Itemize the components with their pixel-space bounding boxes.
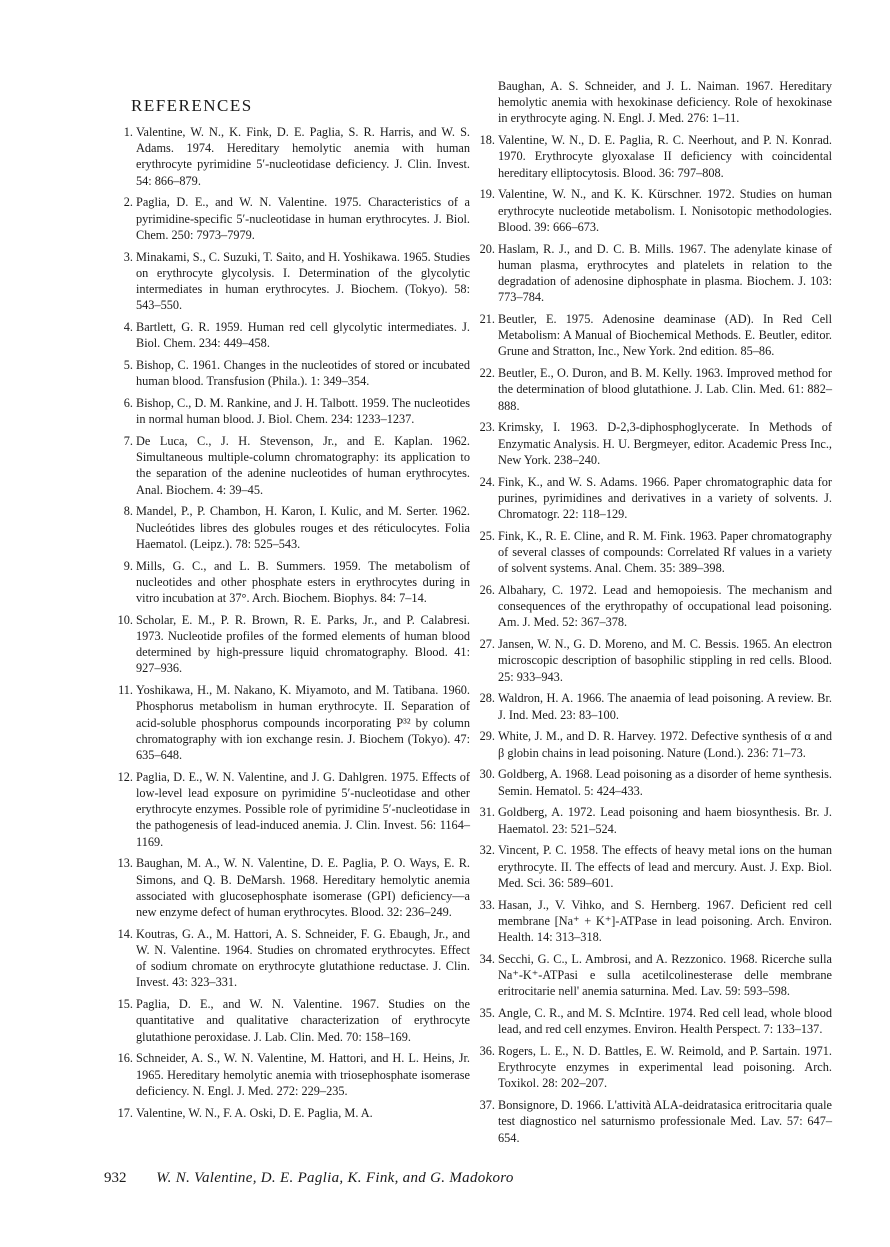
reference-item [476, 132, 832, 181]
reference-number: 36. [479, 1044, 495, 1059]
reference-number: 11. [118, 683, 133, 698]
reference-item [114, 855, 470, 920]
reference-number: 17. [117, 1105, 133, 1120]
reference-text: Yoshikawa, H., M. Nakano, K. Miyamoto, and M. Tatibana. 1960. Phosphorus metabolism in human erythrocyte. II. Separation of acid-soluble phosphorus compounds incorporating P³² by column chromatography with ion exchange resin. J. Biochem (Tokyo). 47: 635–648. [136, 683, 470, 763]
reference-item [476, 690, 832, 722]
reference-item [114, 1050, 470, 1099]
reference-number: 29. [479, 729, 495, 744]
reference-item [114, 996, 470, 1045]
reference-item [476, 804, 832, 836]
reference-text: Haslam, R. J., and D. C. B. Mills. 1967. The adenylate kinase of human plasma, erythrocytes and platelets in relation to the degradation of adenosine diphosphate in plasma. Biochem. J. 103: 773–784. [498, 241, 832, 305]
reference-text: Mandel, P., P. Chambon, H. Karon, I. Kulic, and M. Serter. 1962. Nucleótides libres des globules rouges et des réticulocytes. Folia Haematol. (Leipz.). 78: 525–543. [136, 504, 470, 551]
reference-number: 32. [479, 843, 495, 858]
reference-item [476, 365, 832, 414]
references-heading: REFERENCES [131, 96, 253, 115]
reference-text: Fink, K., R. E. Cline, and R. M. Fink. 1963. Paper chromatography of several classes of compounds: Correlated Rf values in a variety of solvent systems. Anal. Chem. 35: 389–398. [498, 528, 832, 576]
references-list-left [114, 124, 470, 1126]
reference-number: 33. [479, 897, 495, 912]
reference-text: De Luca, C., J. H. Stevenson, Jr., and E. Kaplan. 1962. Simultaneous multiple-column chromatography: its application to the separation of the adenine nucleotides of human erythrocytes. Anal. Biochem. 4: 39–45. [136, 434, 470, 497]
reference-item [114, 249, 470, 314]
reference-text: Beutler, E., O. Duron, and B. M. Kelly. 1963. Improved method for the determination of blood glutathione. J. Lab. Clin. Med. 61: 882–888. [498, 366, 832, 413]
reference-item [114, 194, 470, 243]
reference-text: Vincent, P. C. 1958. The effects of heavy metal ions on the human erythrocyte. II. The effects of lead and mercury. Aust. J. Exp. Biol. Med. Sci. 36: 589–601. [498, 843, 832, 890]
reference-number: 26. [479, 583, 495, 598]
reference-number: 9. [123, 558, 133, 573]
reference-number: 22. [479, 366, 495, 381]
reference-text: Bishop, C., D. M. Rankine, and J. H. Talbott. 1959. The nucleotides in normal human blood. J. Biol. Chem. 234: 1233–1237. [136, 396, 470, 427]
reference-item [476, 636, 832, 685]
reference-item [114, 682, 470, 763]
reference-item [114, 433, 470, 498]
reference-text: Bonsignore, D. 1966. L'attività ALA-deidratasica eritrocitaria quale test diagnostico nel saturnismo professionale Med. Lav. 57: 647–654. [498, 1098, 832, 1145]
reference-text: Krimsky, I. 1963. D-2,3-diphosphoglycerate. In Methods of Enzymatic Analysis. H. U. Bergmeyer, editor. Academic Press Inc., New York. 238–240. [498, 420, 832, 467]
reference-number: 18. [479, 133, 495, 148]
reference-number: 14. [117, 926, 133, 941]
reference-number: 7. [123, 434, 133, 449]
reference-item [114, 769, 470, 850]
reference-item [476, 582, 832, 631]
reference-number: 27. [479, 637, 495, 652]
reference-text: Schneider, A. S., W. N. Valentine, M. Hattori, and H. L. Heins, Jr. 1965. Hereditary hemolytic anemia with triosephosphate isomerase deficiency. N. Engl. J. Med. 272: 229–235. [136, 1051, 470, 1098]
reference-number: 4. [123, 320, 133, 335]
reference-number: 31. [479, 805, 495, 820]
reference-text: Baughan, A. S. Schneider, and J. L. Naiman. 1967. Hereditary hemolytic anemia with hexokinase deficiency. Role of hexokinase in erythrocyte aging. N. Engl. J. Med. 276: 1–11. [498, 79, 832, 126]
reference-text: Waldron, H. A. 1966. The anaemia of lead poisoning. A review. Br. J. Ind. Med. 23: 83–100. [498, 691, 832, 722]
reference-number: 1. [123, 125, 133, 139]
reference-text: White, J. M., and D. R. Harvey. 1972. Defective synthesis of α and β globin chains in lead poisoning. Nature (Lond.). 236: 71–73. [498, 729, 832, 760]
reference-item [114, 124, 470, 189]
reference-number: 16. [117, 1051, 133, 1066]
reference-text: Valentine, W. N., D. E. Paglia, R. C. Neerhout, and P. N. Konrad. 1970. Erythrocyte glyoxalase II deficiency with coincidental hereditary elliptocytosis. Blood. 36: 797–808. [498, 133, 832, 180]
reference-item [476, 311, 832, 360]
reference-item [476, 1043, 832, 1092]
reference-text: Paglia, D. E., and W. N. Valentine. 1967. Studies on the quantitative and qualitative characterization of erythrocyte glutathione peroxidase. J. Lab. Clin. Med. 70: 158–169. [136, 997, 470, 1044]
references-list-right [476, 78, 832, 1151]
reference-text: Paglia, D. E., and W. N. Valentine. 1975. Characteristics of a pyrimidine-specific 5′-nucleotidase in human erythrocytes. J. Biol. Chem. 250: 7973–7979. [136, 195, 470, 242]
reference-item [476, 1097, 832, 1146]
reference-text: Bishop, C. 1961. Changes in the nucleotides of stored or incubated human blood. Transfusion (Phila.). 1: 349–354. [136, 358, 470, 389]
reference-item [114, 357, 470, 389]
reference-text: Hasan, J., V. Vihko, and S. Hernberg. 1967. Deficient red cell membrane [Na⁺ + K⁺]-ATPase in lead poisoning. Arch. Environ. Health. 14: 313–318. [498, 897, 832, 945]
reference-item [114, 503, 470, 552]
reference-number: 30. [479, 767, 495, 782]
reference-text: Valentine, W. N., K. Fink, D. E. Paglia, S. R. Harris, and W. S. Adams. 1974. Hereditary hemolytic anemia with human erythrocyte pyrimidine 5′-nucleotidase deficiency. J. Clin. Invest. 54: 866–879. [136, 125, 470, 188]
reference-text: Bartlett, G. R. 1959. Human red cell glycolytic intermediates. J. Biol. Chem. 234: 449–458. [136, 320, 470, 351]
reference-text: Valentine, W. N., F. A. Oski, D. E. Paglia, M. A. [136, 1105, 373, 1120]
reference-number: 35. [479, 1006, 495, 1021]
reference-item [476, 842, 832, 891]
reference-text: Mills, G. C., and L. B. Summers. 1959. The metabolism of nucleotides and other phosphate esters in erythrocytes during in vitro incubation at 37°. Arch. Biochem. Biophys. 84: 7–14. [136, 558, 470, 606]
reference-item [476, 1005, 832, 1037]
reference-number: 10. [117, 612, 133, 627]
reference-text: Secchi, G. C., L. Ambrosi, and A. Rezzonico. 1968. Ricerche sulla Na⁺-K⁺-ATPasi e sulla acetilcolinesterase delle membrane eritrocitarie nell' anemia saturnina. Med. Lav. 59: 593–598. [498, 951, 832, 999]
reference-item [476, 728, 832, 760]
reference-item [114, 612, 470, 677]
reference-item [476, 241, 832, 306]
reference-number: 3. [123, 249, 133, 264]
running-authors: W. N. Valentine, D. E. Paglia, K. Fink, and G. Madokoro [156, 1170, 514, 1186]
reference-number: 6. [123, 396, 133, 411]
reference-text: Jansen, W. N., G. D. Moreno, and M. C. Bessis. 1965. An electron microscopic description of basophilic stippling in red cells. Blood. 25: 933–943. [498, 637, 832, 684]
reference-text: Scholar, E. M., P. R. Brown, R. E. Parks, Jr., and P. Calabresi. 1973. Nucleotide profiles of the formed elements of human blood determined by high-pressure liquid chromatography. Blood. 41: 927–936. [136, 612, 470, 676]
reference-text: Minakami, S., C. Suzuki, T. Saito, and H. Yoshikawa. 1965. Studies on erythrocyte glycolysis. I. Determination of the glycolytic intermediates in human erythrocytes. J. Biochem. (Tokyo). 58: 543–550. [136, 249, 470, 313]
reference-text: Koutras, G. A., M. Hattori, A. S. Schneider, F. G. Ebaugh, Jr., and W. N. Valentine. 1964. Studies on chromated erythrocytes. Effect of sodium chromate on erythrocyte glutathione reductase. J. Clin. Invest. 43: 323–331. [136, 926, 470, 990]
reference-item [476, 897, 832, 946]
reference-number: 20. [479, 241, 495, 256]
reference-text: Albahary, C. 1972. Lead and hemopoiesis. The mechanism and consequences of the erythropathy of occupational lead poisoning. Am. J. Med. 52: 367–378. [498, 583, 832, 630]
reference-text: Goldberg, A. 1968. Lead poisoning as a disorder of heme synthesis. Semin. Hematol. 5: 424–433. [498, 767, 832, 798]
reference-number: 24. [479, 474, 495, 489]
page-number: 932 [104, 1170, 127, 1186]
reference-item [476, 78, 832, 127]
reference-number: 5. [123, 358, 133, 373]
reference-number: 21. [479, 312, 495, 327]
reference-text: Valentine, W. N., and K. K. Kürschner. 1972. Studies on human erythrocyte nucleotide metabolism. I. Nonisotopic methodologies. Blood. 39: 666–673. [498, 187, 832, 234]
reference-number: 15. [117, 997, 133, 1012]
reference-number: 2. [123, 195, 133, 210]
reference-text: Rogers, L. E., N. D. Battles, E. W. Reimold, and P. Sartain. 1971. Erythrocyte enzymes in experimental lead poisoning. Arch. Toxikol. 28: 202–207. [498, 1044, 832, 1091]
reference-text: Paglia, D. E., W. N. Valentine, and J. G. Dahlgren. 1975. Effects of low-level lead exposure on pyrimidine 5′-nucleotidase and other erythrocyte enzymes. Possible role of pyrimidine 5′-nucleotidase in the pathogenesis of lead-induced anemia. J. Clin. Invest. 56: 1164–1169. [136, 769, 470, 849]
reference-item [476, 474, 832, 523]
reference-item [114, 1105, 470, 1121]
reference-number: 28. [479, 691, 495, 706]
reference-number: 19. [479, 187, 495, 202]
reference-text: Fink, K., and W. S. Adams. 1966. Paper chromatographic data for purines, pyrimidines and derivatives in a variety of solvents. J. Chromatogr. 22: 118–129. [498, 474, 832, 522]
reference-number: 8. [123, 504, 133, 519]
reference-number: 12. [117, 769, 133, 784]
reference-item [114, 558, 470, 607]
reference-number: 13. [117, 856, 133, 871]
reference-number: 34. [479, 951, 495, 966]
reference-item [476, 419, 832, 468]
reference-item [476, 528, 832, 577]
page-footer [104, 1170, 864, 1187]
reference-text: Beutler, E. 1975. Adenosine deaminase (AD). In Red Cell Metabolism: A Manual of Biochemical Methods. E. Beutler, editor. Grune and Stratton, Inc., New York. 2nd edition. 85–86. [498, 312, 832, 359]
reference-item [476, 766, 832, 798]
reference-number: 25. [479, 528, 495, 543]
reference-item [476, 186, 832, 235]
reference-number: 23. [479, 420, 495, 435]
reference-item [114, 926, 470, 991]
reference-number: 37. [479, 1098, 495, 1113]
reference-item [114, 319, 470, 351]
reference-text: Goldberg, A. 1972. Lead poisoning and haem biosynthesis. Br. J. Haematol. 23: 521–524. [498, 805, 832, 836]
reference-item [476, 951, 832, 1000]
reference-item [114, 395, 470, 427]
reference-text: Angle, C. R., and M. S. McIntire. 1974. Red cell lead, whole blood lead, and red cell enzymes. Environ. Health Perspect. 7: 133–137. [498, 1006, 832, 1037]
reference-text: Baughan, M. A., W. N. Valentine, D. E. Paglia, P. O. Ways, E. R. Simons, and Q. B. DeMarsh. 1968. Hereditary hemolytic anemia associated with glucosephosphate isomerase (GPI) deficiency—a new enzyme defect of human erythrocytes. Blood. 32: 236–249. [136, 856, 470, 920]
